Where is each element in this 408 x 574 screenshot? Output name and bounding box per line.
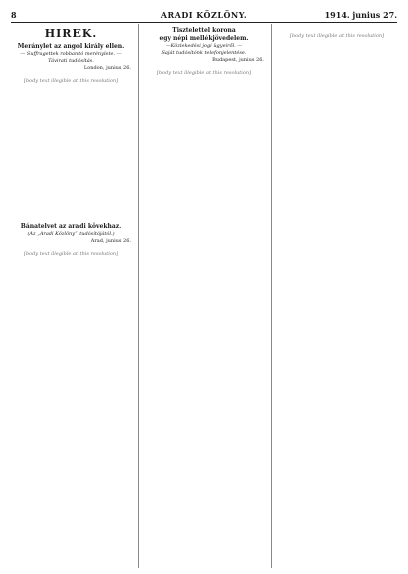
- page-number: 8: [11, 10, 17, 20]
- article-note: Saját tudósítónk telefonjelentése.: [161, 50, 247, 56]
- column-divider: [271, 24, 272, 568]
- illegible-body: [body text illegible at this resolution]: [23, 251, 119, 257]
- dateline: Arad, junius 26.: [90, 238, 131, 244]
- illegible-body: [body text illegible at this resolution]: [289, 33, 385, 39]
- article-subheading: — Suffragettek robbantó merénylete. —: [20, 51, 122, 57]
- article-note: Távirati tudósítás.: [48, 58, 94, 64]
- article-heading: Meránylet az angol király ellen.: [17, 43, 125, 50]
- illegible-body: [body text illegible at this resolution]: [156, 70, 252, 76]
- article-heading: Bánatelvet az aradi kövekhaz.: [20, 223, 122, 230]
- issue-date: 1914. junius 27.: [324, 10, 397, 20]
- column-middle: [144, 27, 264, 77]
- article-subheading: —Közlekedési jogi ügyeiről. —: [165, 43, 243, 49]
- newspaper-title: ARADI KÖZLÖNY.: [160, 10, 248, 20]
- illegible-body: [body text illegible at this resolution]: [23, 78, 119, 84]
- header-rule: [11, 22, 397, 23]
- page-header: [11, 9, 397, 21]
- column-left: [11, 27, 131, 258]
- dateline: Budapest, junius 26.: [212, 57, 264, 63]
- dateline: London, junius 26.: [83, 65, 131, 71]
- section-heading: HIREK.: [44, 27, 98, 40]
- article-heading: Tisztelettel korona: [172, 27, 236, 34]
- column-divider: [138, 24, 139, 568]
- article-subheading: (Az „Aradi Közlöny” tudósítójától.): [27, 231, 115, 237]
- article-heading-line-2: egy népi mellékjövedelem.: [159, 35, 249, 42]
- column-right: [277, 27, 397, 40]
